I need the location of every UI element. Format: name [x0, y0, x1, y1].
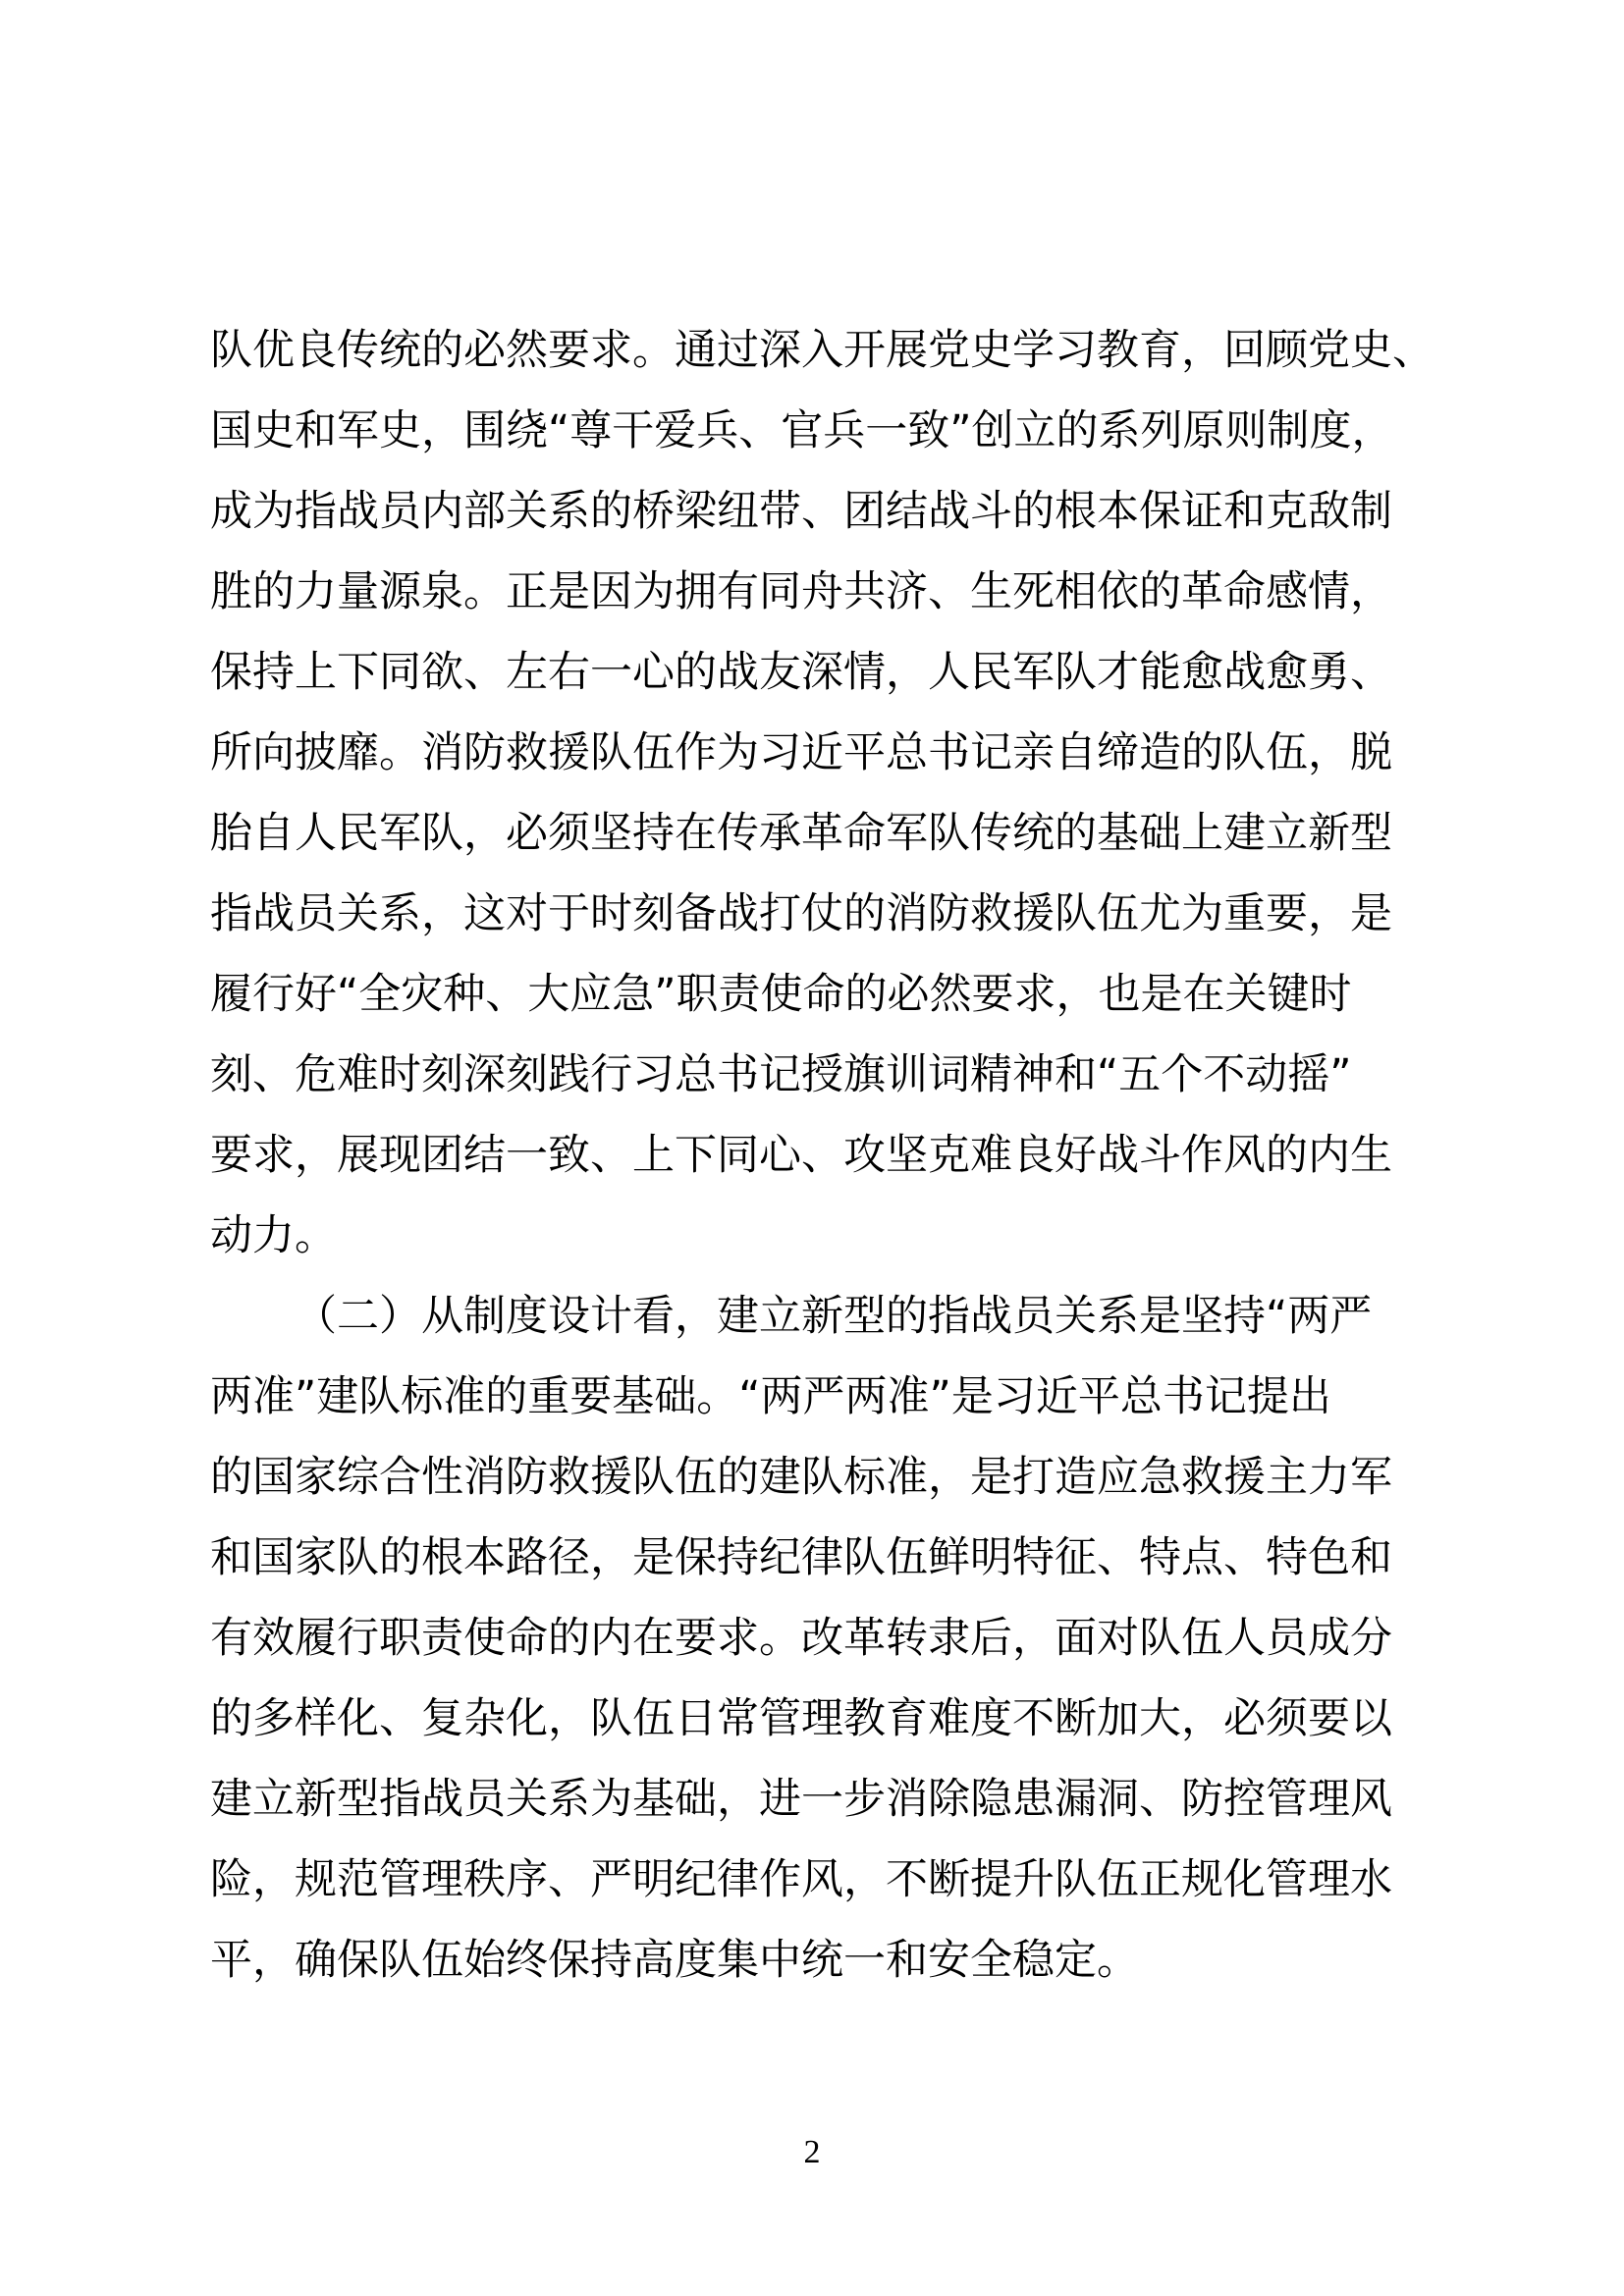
- text-line: 两准”建队标准的重要基础。“两严两准”是习近平总书记提出: [210, 1372, 1331, 1421]
- text-line: 和国家队的根本路径，是保持纪律队伍鲜明特征、特点、特色和: [210, 1533, 1392, 1582]
- page-number: 2: [803, 2134, 821, 2170]
- text-line: 刻、危难时刻深刻践行习总书记授旗训词精神和“五个不动摇”: [210, 1050, 1352, 1099]
- paragraph-continued: [210, 310, 1435, 1276]
- section-heading-line: （二）从制度设计看，建立新型的指战员关系是坚持“两严: [295, 1292, 1373, 1341]
- text-line: 动力。: [210, 1211, 337, 1260]
- body-text: [210, 310, 1435, 2001]
- text-line: 成为指战员内部关系的桥梁纽带、团结战斗的根本保证和克敌制: [210, 487, 1392, 536]
- text-line: 所向披靡。消防救援队伍作为习近平总书记亲自缔造的队伍，脱: [210, 728, 1392, 777]
- text-line: 履行好“全灾种、大应急”职责使命的必然要求，也是在关键时: [210, 970, 1352, 1019]
- text-line: 险，规范管理秩序、严明纪律作风，不断提升队伍正规化管理水: [210, 1855, 1392, 1904]
- text-line: 要求，展现团结一致、上下同心、攻坚克难良好战斗作风的内生: [210, 1131, 1392, 1180]
- text-line: 的国家综合性消防救援队伍的建队标准，是打造应急救援主力军: [210, 1453, 1392, 1502]
- text-line: 指战员关系，这对于时刻备战打仗的消防救援队伍尤为重要，是: [210, 889, 1392, 938]
- paragraph-section-two: [210, 1276, 1428, 2001]
- text-line: 建立新型指战员关系为基础，进一步消除隐患漏洞、防控管理风: [210, 1775, 1392, 1824]
- text-line: 国史和军史，围绕“尊干爱兵、官兵一致”创立的系列原则制度，: [210, 406, 1394, 455]
- text-line: 平，确保队伍始终保持高度集中统一和安全稳定。: [210, 1936, 1139, 1985]
- text-line: 队优良传统的必然要求。通过深入开展党史学习教育，回顾党史、: [210, 326, 1435, 375]
- text-line: 保持上下同欲、左右一心的战友深情，人民军队才能愈战愈勇、: [210, 648, 1392, 697]
- text-line: 的多样化、复杂化，队伍日常管理教育难度不断加大，必须要以: [210, 1694, 1392, 1743]
- text-line: 胎自人民军队，必须坚持在传承革命军队传统的基础上建立新型: [210, 809, 1392, 858]
- text-line: 有效履行职责使命的内在要求。改革转隶后，面对队伍人员成分: [210, 1614, 1392, 1663]
- text-line: 胜的力量源泉。正是因为拥有同舟共济、生死相依的革命感情，: [210, 567, 1392, 616]
